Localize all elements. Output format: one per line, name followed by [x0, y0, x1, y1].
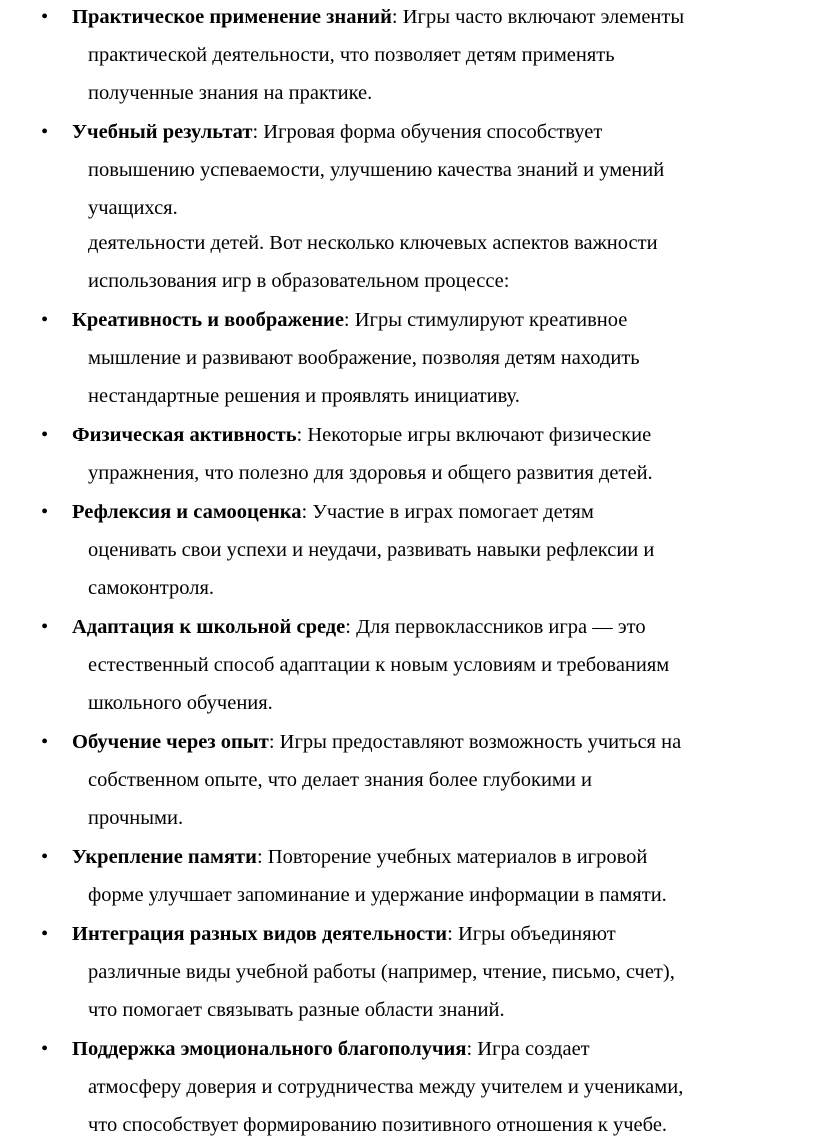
plain-paragraph: [0, 224, 658, 300]
list-item-line: [88, 991, 748, 1029]
list-item-line: [88, 377, 748, 415]
list-item-first-line: • Рефлексия и самооценка: Участие в играх помогает детям: [72, 493, 732, 531]
list-item-text: школьного обучения.: [88, 692, 273, 714]
list-item: [0, 0, 748, 112]
list-item: [0, 1030, 748, 1144]
list-item-first-line: • Обучение через опыт: Игры предоставляют возможность учиться на: [72, 723, 732, 761]
list-item-text: Участие в играх помогает детям: [312, 501, 594, 523]
list-after: [0, 301, 748, 1145]
list-item-term: Укрепление памяти: [72, 846, 257, 868]
list-item-line: [88, 569, 748, 607]
list-item: [0, 608, 748, 722]
list-before: [0, 0, 748, 228]
list-item-term: Практическое применение знаний: [72, 6, 392, 28]
list-item: [0, 723, 748, 837]
list-item-line: [88, 953, 748, 991]
list-item-text: собственном опыте, что делает знания более глубокими и: [88, 769, 592, 791]
list-item-line: [88, 799, 748, 837]
list-item-text: различные виды учебной работы (например, чтение, письмо, счет),: [88, 961, 675, 983]
bullet-icon: •: [41, 923, 49, 945]
list-item-first-line: • Учебный результат: Игровая форма обучения способствует: [72, 113, 732, 151]
list-item-term: Учебный результат: [72, 121, 253, 143]
list-item-line: [88, 531, 748, 569]
list-item-term: Обучение через опыт: [72, 731, 269, 753]
list-item-term: Рефлексия и самооценка: [72, 501, 302, 523]
list-item-first-line: • Практическое применение знаний: Игры часто включают элементы: [72, 0, 732, 36]
paragraph-line: использования игр в образовательном процессе:: [88, 270, 510, 292]
list-item-line: [88, 761, 748, 799]
list-item-text: Игры стимулируют креативное: [354, 309, 628, 331]
list-item-first-line: • Адаптация к школьной среде: Для первоклассников игра — это: [72, 608, 732, 646]
list-item-text: Повторение учебных материалов в игровой: [267, 846, 648, 868]
bullet-icon: •: [41, 616, 49, 638]
list-item-text: учащихся.: [88, 197, 178, 219]
list-item-line: [88, 1106, 748, 1144]
list-item-text: что способствует формированию позитивного отношения к учебе.: [88, 1114, 668, 1136]
list-item-line: [88, 454, 748, 492]
list-item-text: форме улучшает запоминание и удержание информации в памяти.: [88, 884, 667, 906]
list-item-term: Интеграция разных видов деятельности: [72, 923, 448, 945]
list-item-text: Игры часто включают элементы: [402, 6, 685, 28]
list-item-text: полученные знания на практике.: [88, 82, 373, 104]
list-item-text: естественный способ адаптации к новым условиям и требованиям: [88, 654, 670, 676]
list-item-term: Адаптация к школьной среде: [72, 616, 346, 638]
list-item-text: повышению успеваемости, улучшению качества знаний и умений: [88, 159, 665, 181]
list-item-first-line: • Интеграция разных видов деятельности: Игры объединяют: [72, 915, 732, 953]
bullet-icon: •: [41, 309, 49, 331]
list-item-text: мышление и развивают воображение, позволяя детям находить: [88, 347, 640, 369]
list-item-text: Для первоклассников игра — это: [356, 616, 646, 638]
list-item-line: [88, 876, 748, 914]
list-item: [0, 838, 748, 914]
list-item-text: Игровая форма обучения способствует: [263, 121, 603, 143]
list-item-term: Поддержка эмоционального благополучия: [72, 1038, 467, 1060]
list-item-text: атмосферу доверия и сотрудничества между учителем и учениками,: [88, 1076, 684, 1098]
list-item-line: [88, 684, 748, 722]
list-item: [0, 915, 748, 1029]
list-item: [0, 493, 748, 607]
list-item-line: [88, 74, 748, 112]
paragraph-line: деятельности детей. Вот несколько ключевых аспектов важности: [88, 232, 658, 254]
list-item-term: Креативность и воображение: [72, 309, 344, 331]
list-item-text: Игры предоставляют возможность учиться на: [279, 731, 682, 753]
list-item-text: практической деятельности, что позволяет детям применять: [88, 44, 615, 66]
bullet-icon: •: [41, 731, 49, 753]
list-item: [0, 301, 748, 415]
list-item-text: что помогает связывать разные области знаний.: [88, 999, 505, 1021]
list-item-text: Игры объединяют: [457, 923, 616, 945]
list-item-line: [88, 646, 748, 684]
list-item-line: [88, 189, 748, 227]
list-item-text: самоконтроля.: [88, 577, 215, 599]
list-item-first-line: • Укрепление памяти: Повторение учебных материалов в игровой: [72, 838, 732, 876]
list-item-text: прочными.: [88, 807, 184, 829]
list-item-text: Некоторые игры включают физические: [307, 424, 652, 446]
list-item-line: [88, 339, 748, 377]
list-item-term: Физическая активность: [72, 424, 297, 446]
list-item: [0, 416, 748, 492]
list-item-text: упражнения, что полезно для здоровья и общего развития детей.: [88, 462, 653, 484]
list-item-first-line: • Поддержка эмоционального благополучия: Игра создает: [72, 1030, 732, 1068]
list-item-line: [88, 1068, 748, 1106]
bullet-icon: •: [41, 1038, 49, 1060]
bullet-icon: •: [41, 501, 49, 523]
list-item-line: [88, 36, 748, 74]
list-item: [0, 113, 748, 227]
list-item-text: Игра создает: [477, 1038, 590, 1060]
bullet-icon: •: [41, 6, 49, 28]
list-item-text: нестандартные решения и проявлять инициативу.: [88, 385, 520, 407]
list-item-text: оценивать свои успехи и неудачи, развивать навыки рефлексии и: [88, 539, 655, 561]
list-item-line: [88, 151, 748, 189]
list-item-first-line: • Физическая активность: Некоторые игры включают физические: [72, 416, 732, 454]
bullet-icon: •: [41, 424, 49, 446]
bullet-icon: •: [41, 846, 49, 868]
list-item-first-line: • Креативность и воображение: Игры стимулируют креативное: [72, 301, 732, 339]
bullet-icon: •: [41, 121, 49, 143]
